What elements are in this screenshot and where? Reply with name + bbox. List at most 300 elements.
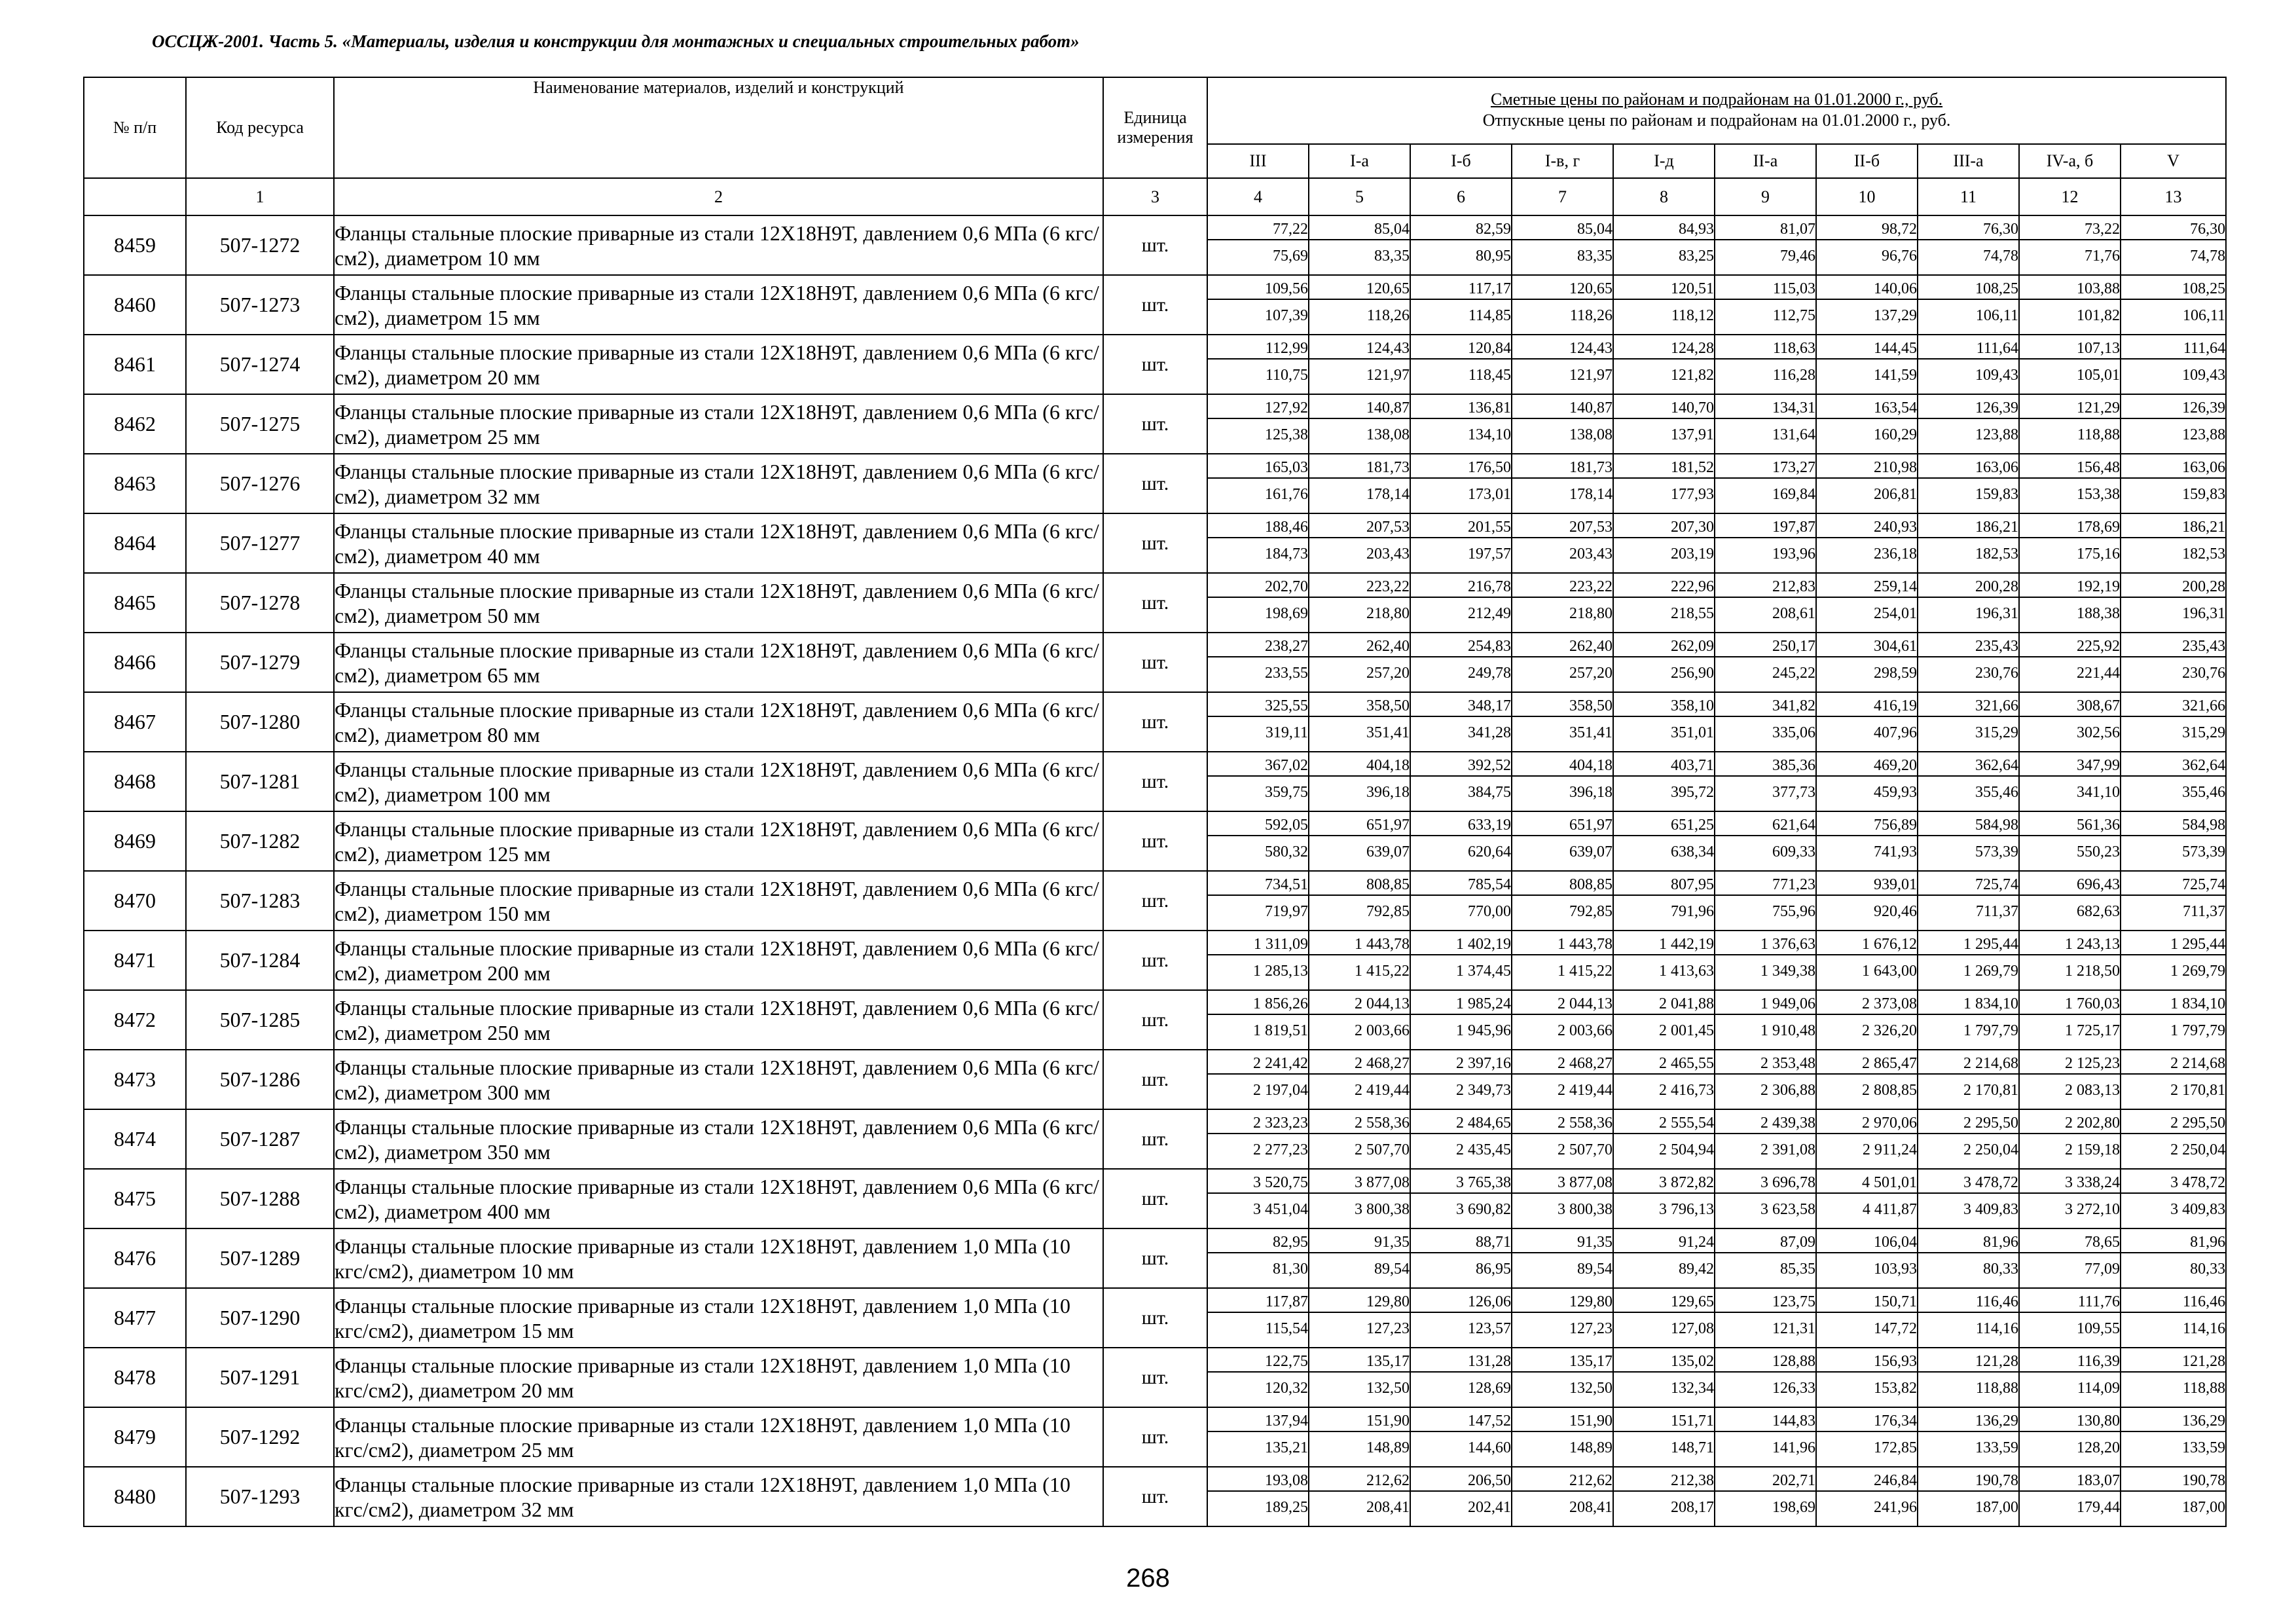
estimate-price: 725,74 (2121, 875, 2225, 896)
price-cell (2019, 1169, 2121, 1228)
release-price: 138,08 (1569, 426, 1613, 443)
price-cell (1715, 1288, 1816, 1348)
header-prices (1207, 77, 2226, 144)
release-price: 187,00 (1975, 1499, 2018, 1516)
release-price: 2 419,44 (1558, 1082, 1613, 1099)
price-cell (1309, 394, 1410, 454)
estimate-price: 2 558,36 (1512, 1113, 1613, 1134)
header-num: № п/п (84, 77, 186, 178)
price-cell (1207, 752, 1309, 811)
estimate-price: 1 834,10 (1918, 994, 2018, 1015)
estimate-price: 135,17 (1512, 1352, 1613, 1373)
price-cell (1207, 931, 1309, 990)
release-price: 550,23 (2077, 843, 2120, 860)
release-price: 1 269,79 (2170, 963, 2226, 980)
release-price: 639,07 (1366, 843, 1410, 860)
estimate-price: 186,21 (1918, 517, 2018, 538)
estimate-price: 115,03 (1715, 279, 1815, 300)
estimate-price: 192,19 (2020, 577, 2120, 598)
price-cell (1715, 394, 1816, 454)
price-cell (1410, 1407, 1512, 1467)
estimate-price: 561,36 (2020, 815, 2120, 836)
estimate-price: 147,52 (1411, 1411, 1511, 1432)
release-price: 459,93 (1874, 784, 1917, 801)
release-price: 133,59 (1975, 1439, 2018, 1456)
release-price: 298,59 (1874, 665, 1917, 682)
header-colnum: 3 (1103, 178, 1207, 215)
estimate-price: 2 555,54 (1614, 1113, 1714, 1134)
release-price: 137,29 (1874, 307, 1917, 324)
header-colnum: 10 (1816, 178, 1918, 215)
estimate-price: 124,43 (1309, 339, 1410, 360)
estimate-price: 4 501,01 (1817, 1173, 1917, 1194)
resource-code: 507-1274 (186, 335, 334, 394)
release-price: 241,96 (1874, 1499, 1917, 1516)
release-price: 218,80 (1569, 605, 1613, 622)
estimate-price: 235,43 (2121, 637, 2225, 657)
unit: шт. (1103, 1288, 1207, 1348)
unit: шт. (1103, 1109, 1207, 1169)
price-cell (1309, 931, 1410, 990)
release-price: 256,90 (1671, 665, 1714, 682)
price-cell (2019, 752, 2121, 811)
resource-code: 507-1278 (186, 573, 334, 633)
estimate-price: 173,27 (1715, 458, 1815, 479)
estimate-price: 131,28 (1411, 1352, 1511, 1373)
release-price: 79,46 (1780, 248, 1815, 265)
price-cell (2121, 633, 2226, 692)
row-number: 8477 (84, 1288, 186, 1348)
row-number: 8465 (84, 573, 186, 633)
unit: шт. (1103, 1467, 1207, 1526)
price-cell (1207, 335, 1309, 394)
estimate-price: 2 865,47 (1817, 1054, 1917, 1075)
release-price: 1 643,00 (1862, 963, 1917, 980)
release-price: 254,01 (1874, 605, 1917, 622)
price-cell (1918, 990, 2019, 1050)
release-price: 1 415,22 (1558, 963, 1613, 980)
release-price: 335,06 (1772, 724, 1815, 741)
estimate-price: 181,52 (1614, 458, 1714, 479)
price-cell (1410, 811, 1512, 871)
estimate-price: 3 877,08 (1309, 1173, 1410, 1194)
estimate-price: 106,04 (1817, 1232, 1917, 1253)
price-cell (1512, 871, 1613, 931)
row-number: 8471 (84, 931, 186, 990)
unit: шт. (1103, 811, 1207, 871)
estimate-price: 127,92 (1208, 398, 1308, 419)
estimate-price: 696,43 (2020, 875, 2120, 896)
estimate-price: 3 520,75 (1208, 1173, 1308, 1194)
price-cell (1715, 1407, 1816, 1467)
estimate-price: 85,04 (1309, 219, 1410, 240)
row-number: 8470 (84, 871, 186, 931)
price-title-release: Отпускные цены по районам и подрайонам на 01.01.2000 г., руб. (1482, 111, 1951, 130)
unit: шт. (1103, 633, 1207, 692)
estimate-price: 2 214,68 (1918, 1054, 2018, 1075)
estimate-price: 136,29 (2121, 1411, 2225, 1432)
header-name: Наименование материалов, изделий и конструкций (334, 77, 1103, 178)
estimate-price: 1 243,13 (2020, 934, 2120, 955)
estimate-price: 246,84 (1817, 1471, 1917, 1492)
table-row (84, 1467, 2226, 1526)
release-price: 138,08 (1366, 426, 1410, 443)
price-cell (1512, 1169, 1613, 1228)
release-price: 114,85 (1468, 307, 1511, 324)
price-cell (1715, 633, 1816, 692)
unit: шт. (1103, 931, 1207, 990)
estimate-price: 633,19 (1411, 815, 1511, 836)
price-cell (1816, 394, 1918, 454)
header-colnum: 6 (1410, 178, 1512, 215)
price-cell (1410, 1288, 1512, 1348)
price-cell (1918, 1050, 2019, 1109)
price-cell (1715, 275, 1816, 335)
estimate-price: 163,06 (1918, 458, 2018, 479)
estimate-price: 212,62 (1309, 1471, 1410, 1492)
price-cell (1613, 931, 1715, 990)
unit: шт. (1103, 1407, 1207, 1467)
price-cell (2121, 752, 2226, 811)
estimate-price: 2 241,42 (1208, 1054, 1308, 1075)
price-cell (1207, 1228, 1309, 1288)
estimate-price: 163,54 (1817, 398, 1917, 419)
release-price: 3 451,04 (1253, 1201, 1308, 1218)
release-price: 2 250,04 (2170, 1141, 2226, 1158)
estimate-price: 120,51 (1614, 279, 1714, 300)
estimate-price: 592,05 (1208, 815, 1308, 836)
release-price: 1 910,48 (1760, 1022, 1815, 1039)
estimate-price: 129,65 (1614, 1292, 1714, 1313)
header-region: I-д (1613, 144, 1715, 178)
estimate-price: 348,17 (1411, 696, 1511, 717)
estimate-price: 116,39 (2020, 1352, 2120, 1373)
estimate-price: 1 402,19 (1411, 934, 1511, 955)
resource-code: 507-1286 (186, 1050, 334, 1109)
table-row (84, 394, 2226, 454)
header-colnum: 12 (2019, 178, 2121, 215)
estimate-price: 385,36 (1715, 756, 1815, 777)
estimate-price: 120,65 (1512, 279, 1613, 300)
price-cell (1816, 215, 1918, 275)
release-price: 173,01 (1468, 486, 1511, 503)
release-price: 230,76 (1975, 665, 2018, 682)
price-cell (1309, 275, 1410, 335)
material-name: Фланцы стальные плоские приварные из стали 12Х18Н9Т, давлением 0,6 МПа (6 кгс/см2), диаметром 125 мм (334, 811, 1103, 871)
estimate-price: 87,09 (1715, 1232, 1815, 1253)
price-cell (1715, 513, 1816, 573)
release-price: 114,16 (2183, 1320, 2226, 1337)
material-name: Фланцы стальные плоские приварные из стали 12Х18Н9Т, давлением 1,0 МПа (10 кгс/см2), диаметром 25 мм (334, 1407, 1103, 1467)
release-price: 127,23 (1366, 1320, 1410, 1337)
unit: шт. (1103, 215, 1207, 275)
price-cell (1410, 1109, 1512, 1169)
release-price: 83,35 (1374, 248, 1410, 265)
estimate-price: 808,85 (1512, 875, 1613, 896)
price-cell (2019, 394, 2121, 454)
price-cell (1512, 1288, 1613, 1348)
estimate-price: 190,78 (1918, 1471, 2018, 1492)
release-price: 202,41 (1468, 1499, 1511, 1516)
estimate-price: 85,04 (1512, 219, 1613, 240)
release-price: 196,31 (1975, 605, 2018, 622)
release-price: 148,89 (1569, 1439, 1613, 1456)
release-price: 719,97 (1265, 903, 1308, 920)
estimate-price: 111,64 (1918, 339, 2018, 360)
release-price: 169,84 (1772, 486, 1815, 503)
price-cell (1918, 394, 2019, 454)
estimate-price: 207,53 (1309, 517, 1410, 538)
release-price: 245,22 (1772, 665, 1815, 682)
release-price: 395,72 (1671, 784, 1714, 801)
estimate-price: 2 125,23 (2020, 1054, 2120, 1075)
price-cell (1207, 633, 1309, 692)
release-price: 407,96 (1874, 724, 1917, 741)
release-price: 161,76 (1265, 486, 1308, 503)
price-cell (1309, 573, 1410, 633)
estimate-price: 197,87 (1715, 517, 1815, 538)
price-cell (2121, 871, 2226, 931)
header-colnum: 9 (1715, 178, 1816, 215)
price-cell (1816, 1288, 1918, 1348)
release-price: 2 306,88 (1760, 1082, 1815, 1099)
release-price: 3 623,58 (1760, 1201, 1815, 1218)
price-cell (1816, 275, 1918, 335)
price-cell (1512, 633, 1613, 692)
price-cell (1918, 335, 2019, 394)
row-number: 8461 (84, 335, 186, 394)
release-price: 302,56 (2077, 724, 2120, 741)
resource-code: 507-1281 (186, 752, 334, 811)
release-price: 236,18 (1874, 545, 1917, 563)
estimate-price: 621,64 (1715, 815, 1815, 836)
price-cell (1309, 1169, 1410, 1228)
release-price: 118,88 (1975, 1380, 2018, 1397)
price-cell (1410, 752, 1512, 811)
table-row (84, 1348, 2226, 1407)
header-colnum: 4 (1207, 178, 1309, 215)
estimate-price: 126,39 (2121, 398, 2225, 419)
price-cell (2019, 1467, 2121, 1526)
estimate-price: 126,39 (1918, 398, 2018, 419)
price-cell (1918, 931, 2019, 990)
estimate-price: 151,90 (1512, 1411, 1613, 1432)
price-cell (1918, 1228, 2019, 1288)
estimate-price: 76,30 (1918, 219, 2018, 240)
price-cell (2019, 1050, 2121, 1109)
release-price: 2 170,81 (2170, 1082, 2226, 1099)
estimate-price: 2 202,80 (2020, 1113, 2120, 1134)
release-price: 1 415,22 (1355, 963, 1410, 980)
release-price: 193,96 (1772, 545, 1815, 563)
estimate-price: 137,94 (1208, 1411, 1308, 1432)
table-row (84, 692, 2226, 752)
price-cell (1816, 692, 1918, 752)
price-title-estimate: Сметные цены по районам и подрайонам на 01.01.2000 г., руб. (1490, 90, 1943, 109)
price-cell (1918, 811, 2019, 871)
release-price: 2 808,85 (1862, 1082, 1917, 1099)
price-cell (1715, 871, 1816, 931)
price-cell (1918, 215, 2019, 275)
estimate-price: 150,71 (1817, 1292, 1917, 1313)
price-cell (1816, 871, 1918, 931)
estimate-price: 808,85 (1309, 875, 1410, 896)
release-price: 755,96 (1772, 903, 1815, 920)
price-cell (1207, 215, 1309, 275)
estimate-price: 223,22 (1512, 577, 1613, 598)
price-cell (2121, 990, 2226, 1050)
price-cell (1309, 990, 1410, 1050)
price-cell (1309, 871, 1410, 931)
table-row (84, 752, 2226, 811)
price-cell (1918, 633, 2019, 692)
price-cell (1918, 1467, 2019, 1526)
estimate-price: 117,17 (1411, 279, 1511, 300)
price-cell (2019, 275, 2121, 335)
estimate-price: 2 041,88 (1614, 994, 1714, 1015)
price-cell (2121, 573, 2226, 633)
estimate-price: 78,65 (2020, 1232, 2120, 1253)
price-cell (1512, 1467, 1613, 1526)
release-price: 96,76 (1882, 248, 1917, 265)
unit: шт. (1103, 990, 1207, 1050)
release-price: 639,07 (1569, 843, 1613, 860)
release-price: 106,11 (2183, 307, 2226, 324)
price-cell (1512, 215, 1613, 275)
row-number: 8462 (84, 394, 186, 454)
table-row (84, 573, 2226, 633)
price-cell (1613, 1407, 1715, 1467)
release-price: 125,38 (1265, 426, 1308, 443)
estimate-price: 358,50 (1512, 696, 1613, 717)
price-cell (1512, 335, 1613, 394)
release-price: 2 391,08 (1760, 1141, 1815, 1158)
price-cell (1918, 275, 2019, 335)
row-number: 8472 (84, 990, 186, 1050)
release-price: 1 725,17 (2065, 1022, 2120, 1039)
release-price: 153,82 (1874, 1380, 1917, 1397)
header-region: II-б (1816, 144, 1918, 178)
resource-code: 507-1288 (186, 1169, 334, 1228)
price-cell (1207, 513, 1309, 573)
release-price: 188,38 (2077, 605, 2120, 622)
estimate-price: 216,78 (1411, 577, 1511, 598)
price-cell (2121, 1228, 2226, 1288)
price-cell (1512, 1050, 1613, 1109)
release-price: 1 413,63 (1659, 963, 1714, 980)
price-cell (1918, 1348, 2019, 1407)
price-cell (1309, 335, 1410, 394)
price-cell (1512, 1228, 1613, 1288)
estimate-price: 91,24 (1614, 1232, 1714, 1253)
release-price: 83,25 (1679, 248, 1714, 265)
release-price: 770,00 (1468, 903, 1511, 920)
resource-code: 507-1283 (186, 871, 334, 931)
price-cell (1715, 1228, 1816, 1288)
price-cell (1410, 633, 1512, 692)
estimate-price: 81,96 (2121, 1232, 2225, 1253)
price-cell (1410, 1467, 1512, 1526)
unit: шт. (1103, 1050, 1207, 1109)
header-colnum: 13 (2121, 178, 2226, 215)
estimate-price: 1 676,12 (1817, 934, 1917, 955)
row-number: 8480 (84, 1467, 186, 1526)
price-cell (1207, 454, 1309, 513)
estimate-price: 1 311,09 (1208, 934, 1308, 955)
release-price: 2 159,18 (2065, 1141, 2120, 1158)
price-cell (1309, 1228, 1410, 1288)
material-name: Фланцы стальные плоские приварные из стали 12Х18Н9Т, давлением 0,6 МПа (6 кгс/см2), диаметром 250 мм (334, 990, 1103, 1050)
estimate-price: 200,28 (2121, 577, 2225, 598)
release-price: 1 945,96 (1456, 1022, 1511, 1039)
row-number: 8475 (84, 1169, 186, 1228)
estimate-price: 325,55 (1208, 696, 1308, 717)
price-cell (1207, 1109, 1309, 1169)
price-cell (1715, 931, 1816, 990)
price-cell (1309, 454, 1410, 513)
resource-code: 507-1284 (186, 931, 334, 990)
price-cell (2019, 1288, 2121, 1348)
price-cell (1918, 752, 2019, 811)
estimate-price: 225,92 (2020, 637, 2120, 657)
price-cell (1816, 1169, 1918, 1228)
release-price: 218,80 (1366, 605, 1410, 622)
price-cell (2121, 811, 2226, 871)
price-cell (1309, 1407, 1410, 1467)
material-name: Фланцы стальные плоские приварные из стали 12Х18Н9Т, давлением 0,6 МПа (6 кгс/см2), диаметром 65 мм (334, 633, 1103, 692)
estimate-price: 135,02 (1614, 1352, 1714, 1373)
estimate-price: 140,70 (1614, 398, 1714, 419)
estimate-price: 2 295,50 (1918, 1113, 2018, 1134)
resource-code: 507-1277 (186, 513, 334, 573)
estimate-price: 651,25 (1614, 815, 1714, 836)
estimate-price: 188,46 (1208, 517, 1308, 538)
estimate-price: 121,28 (1918, 1352, 2018, 1373)
price-cell (2019, 811, 2121, 871)
release-price: 141,59 (1874, 367, 1917, 384)
release-price: 110,75 (1265, 367, 1308, 384)
price-cell (1309, 1050, 1410, 1109)
price-cell (1715, 1109, 1816, 1169)
estimate-price: 1 985,24 (1411, 994, 1511, 1015)
header-region: III (1207, 144, 1309, 178)
material-name: Фланцы стальные плоские приварные из стали 12Х18Н9Т, давлением 0,6 МПа (6 кгс/см2), диаметром 15 мм (334, 275, 1103, 335)
price-cell (1816, 1467, 1918, 1526)
resource-code: 507-1292 (186, 1407, 334, 1467)
release-price: 1 819,51 (1253, 1022, 1308, 1039)
estimate-price: 111,76 (2020, 1292, 2120, 1313)
price-cell (2019, 990, 2121, 1050)
estimate-price: 2 465,55 (1614, 1054, 1714, 1075)
price-cell (1512, 1407, 1613, 1467)
price-cell (1309, 1348, 1410, 1407)
release-price: 123,88 (1975, 426, 2018, 443)
price-cell (2121, 275, 2226, 335)
table-row (84, 871, 2226, 931)
estimate-price: 107,13 (2020, 339, 2120, 360)
release-price: 711,37 (1975, 903, 2018, 920)
row-number: 8469 (84, 811, 186, 871)
table-row (84, 931, 2226, 990)
price-cell (1207, 1050, 1309, 1109)
estimate-price: 108,25 (1918, 279, 2018, 300)
header-region: II-а (1715, 144, 1816, 178)
price-cell (1410, 215, 1512, 275)
estimate-price: 202,70 (1208, 577, 1308, 598)
release-price: 177,93 (1671, 486, 1714, 503)
header-region: IV-а, б (2019, 144, 2121, 178)
release-price: 573,39 (2182, 843, 2226, 860)
